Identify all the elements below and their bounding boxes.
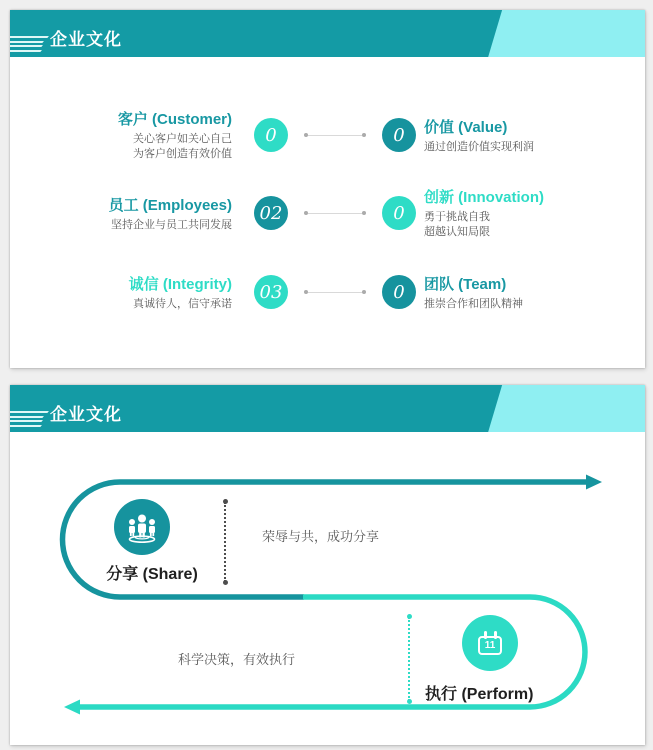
calendar-day-number: 11 [484,639,496,651]
number-badge-06: 0 [382,275,416,309]
innovation-desc-line1: 勇于挑战自我 [424,211,490,223]
perform-label: 执行 (Perform) [425,686,534,703]
culture-row-integrity-team [10,252,645,332]
number-badge-02: 02 [254,196,288,230]
slide-1[interactable] [10,10,645,368]
number-badge-05: 0 [382,196,416,230]
people-icon [122,507,162,547]
culture-row-employees-innovation [10,173,645,253]
team-desc-line1: 推崇合作和团队精神 [424,297,523,310]
number-badge-01: 0 [254,118,288,152]
perform-circle [462,615,518,671]
slide-1-header [10,10,645,57]
number-badge-03: 03 [254,275,288,309]
employees-title: 员工 (Employees) [108,196,232,214]
innovation-desc-line2: 超越认知局限 [424,226,490,238]
share-caption: 荣辱与共，成功分享 [262,529,380,544]
employees-text-block [10,194,232,233]
number-badge-04: 0 [382,118,416,152]
calendar-icon [475,630,505,657]
employees-desc-line1: 坚持企业与员工共同发展 [111,218,232,231]
customer-desc-line1: 关心客户如关心自己 [133,133,232,145]
stripes-icon [10,36,48,54]
slide-1-title: 企业文化 [50,30,122,49]
connector-line [288,133,382,137]
team-title: 团队 (Team) [424,275,507,293]
share-dotted-line [224,502,226,582]
arrowhead-left [64,700,80,715]
connector-line [288,290,382,294]
perform-dotted-line [408,617,410,701]
value-desc-line1: 通过创造价值实现利润 [424,140,534,153]
perform-caption: 科学决策，有效执行 [178,652,296,667]
value-title: 价值 (Value) [424,118,508,136]
innovation-text-block [424,186,645,240]
culture-row-customer-value [10,95,645,175]
integrity-desc-line1: 真诚待人，信守承诺 [133,297,232,310]
value-text-block [424,116,645,155]
customer-title: 客户 (Customer) [117,111,232,128]
innovation-title: 创新 (Innovation) [424,189,544,206]
team-text-block [424,273,645,312]
integrity-title: 诚信 (Integrity) [128,275,232,293]
slide-2-title: 企业文化 [50,405,122,424]
customer-desc-line2: 为客户创造有效价值 [133,148,232,160]
connector-line [288,211,382,215]
share-label: 分享 (Share) [106,566,198,583]
share-circle [114,499,170,555]
arrowhead-right [586,475,602,490]
slide-2[interactable] [10,385,645,745]
integrity-text-block [10,273,232,312]
customer-text-block [10,108,232,162]
